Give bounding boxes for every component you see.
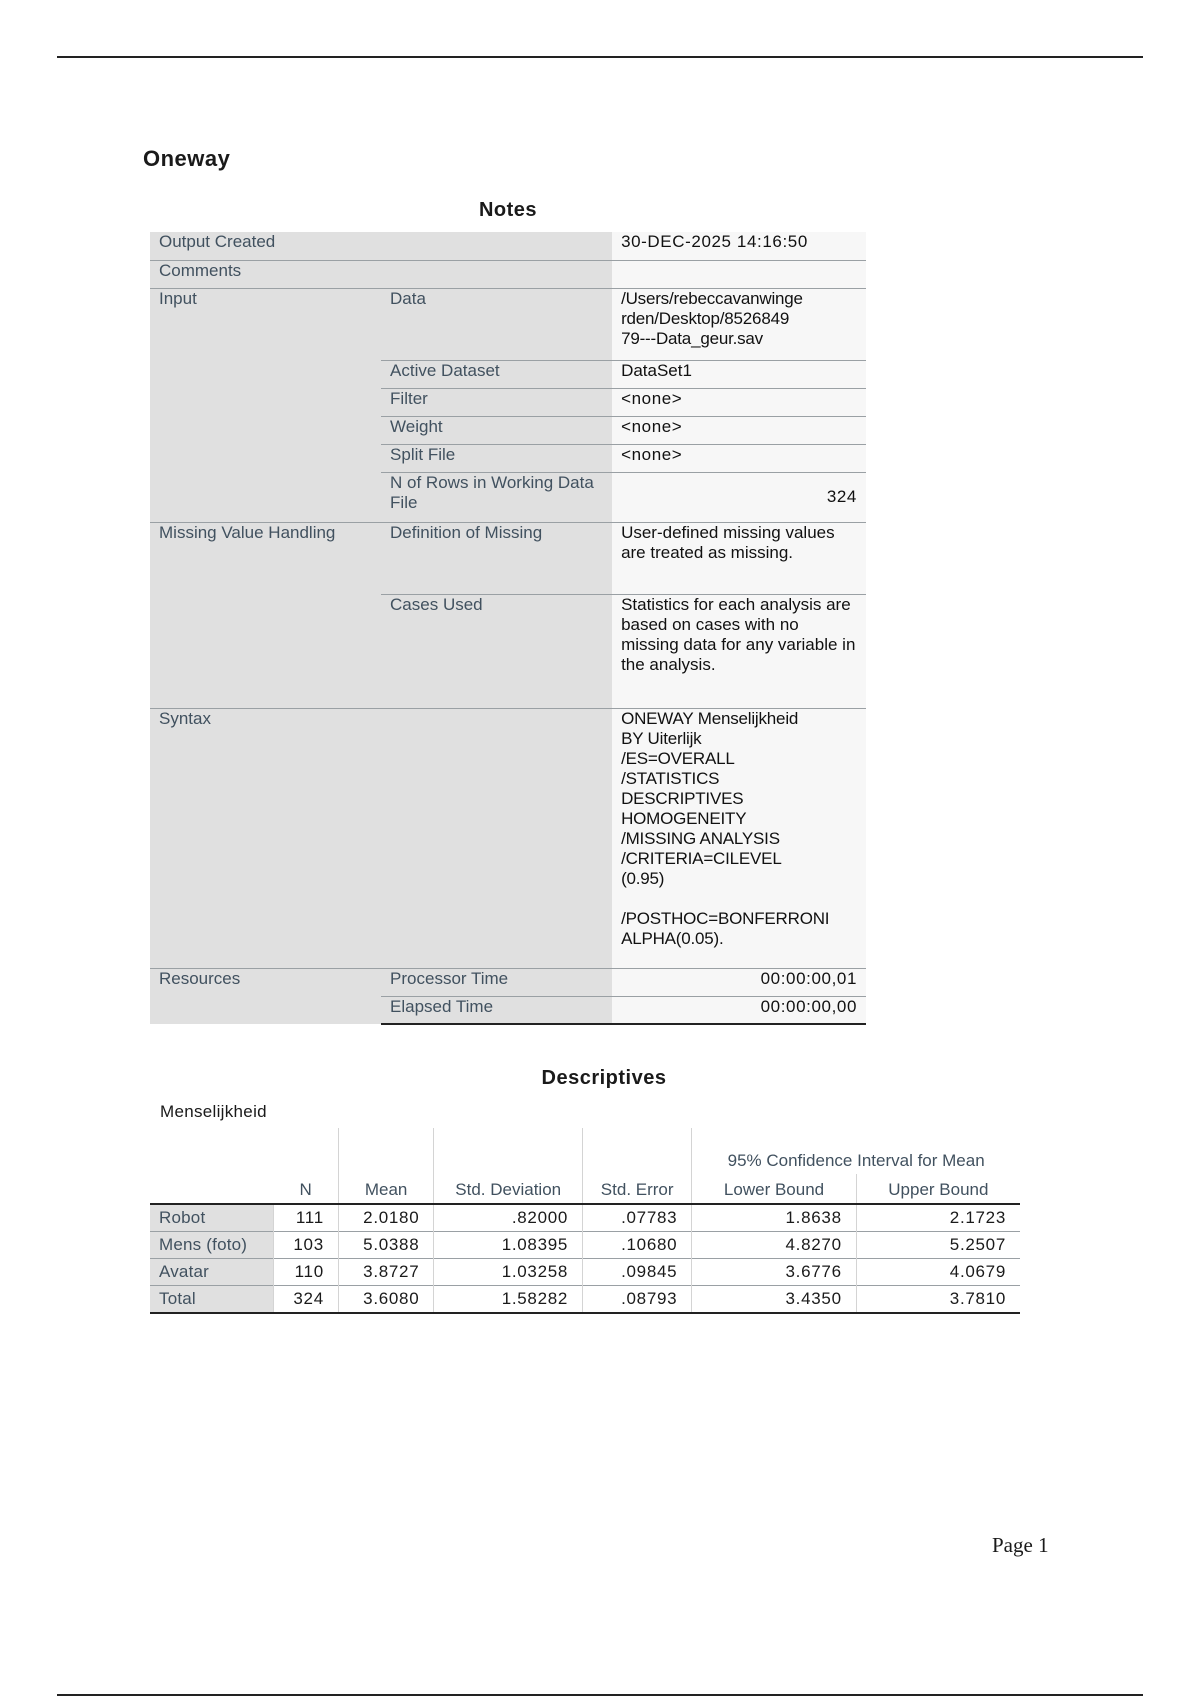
row-label: Robot	[150, 1204, 274, 1232]
notes-value-weight: <none>	[612, 416, 866, 444]
notes-value-syntax: ONEWAY Menselijkheid BY Uiterlijk /ES=OVERALL /STATISTICS DESCRIPTIVES HOMOGENEITY /MISSING ANALYSIS /CRITERIA=CILEVEL (0.95) /POSTHOC=BONFERRONI ALPHA(0.05).	[612, 708, 866, 968]
notes-label-cases-used: Cases Used	[381, 594, 612, 708]
col-std-deviation: Std. Deviation	[434, 1174, 583, 1204]
table-row	[150, 1204, 1020, 1232]
table-row	[150, 1286, 1020, 1314]
notes-label-output-created: Output Created	[150, 232, 612, 260]
notes-label-split-file: Split File	[381, 444, 612, 472]
notes-label-n-rows: N of Rows in Working Data File	[381, 472, 612, 522]
cell-upper-bound: 2.1723	[856, 1204, 1020, 1232]
col-n: N	[299, 1180, 312, 1199]
notes-table	[150, 232, 866, 1025]
cell-lower-bound: 3.4350	[692, 1286, 856, 1314]
notes-label-comments: Comments	[150, 260, 612, 288]
cell-lower-bound: 1.8638	[692, 1204, 856, 1232]
notes-value-n-rows: 324	[612, 472, 866, 522]
descriptives-subtitle: Menselijkheid	[160, 1102, 267, 1121]
notes-value-cases-used: Statistics for each analysis are based on cases with no missing data for any variable in the analysis.	[612, 594, 866, 708]
cell-lower-bound: 4.8270	[692, 1232, 856, 1259]
notes-label-processor-time: Processor Time	[381, 968, 612, 996]
col-mean: Mean	[338, 1174, 434, 1204]
notes-label-input: Input	[150, 288, 381, 522]
row-label: Mens (foto)	[150, 1232, 274, 1259]
cell-std-deviation: .82000	[434, 1204, 583, 1232]
cell-mean: 3.8727	[338, 1259, 434, 1286]
notes-value-output-created: 30-DEC-2025 14:16:50	[612, 232, 866, 260]
notes-label-active-dataset: Active Dataset	[381, 360, 612, 388]
section-title: Oneway	[143, 146, 231, 171]
row-label: Total	[150, 1286, 274, 1314]
notes-value-active-dataset: DataSet1	[612, 360, 866, 388]
col-std-error: Std. Error	[583, 1174, 692, 1204]
bottom-rule	[57, 1694, 1143, 1696]
cell-std-deviation: 1.03258	[434, 1259, 583, 1286]
notes-label-definition: Definition of Missing	[381, 522, 612, 594]
notes-value-filter: <none>	[612, 388, 866, 416]
cell-std-error: .08793	[583, 1286, 692, 1314]
cell-upper-bound: 4.0679	[856, 1259, 1020, 1286]
cell-upper-bound: 3.7810	[856, 1286, 1020, 1314]
cell-std-error: .09845	[583, 1259, 692, 1286]
cell-upper-bound: 5.2507	[856, 1232, 1020, 1259]
notes-label-resources: Resources	[150, 968, 381, 1024]
ci-header: 95% Confidence Interval for Mean	[692, 1128, 1020, 1174]
notes-label-missing: Missing Value Handling	[150, 522, 381, 708]
notes-label-weight: Weight	[381, 416, 612, 444]
notes-label-data: Data	[381, 288, 612, 360]
top-rule	[57, 56, 1143, 58]
notes-label-elapsed-time: Elapsed Time	[381, 996, 612, 1024]
cell-mean: 3.6080	[338, 1286, 434, 1314]
cell-lower-bound: 3.6776	[692, 1259, 856, 1286]
notes-caption: Notes	[478, 199, 538, 221]
notes-value-comments	[612, 260, 866, 288]
cell-n: 324	[274, 1286, 339, 1314]
notes-label-filter: Filter	[381, 388, 612, 416]
descriptives-table	[150, 1128, 1020, 1314]
cell-std-error: .07783	[583, 1204, 692, 1232]
cell-mean: 2.0180	[338, 1204, 434, 1232]
cell-n: 110	[274, 1259, 339, 1286]
cell-std-deviation: 1.08395	[434, 1232, 583, 1259]
notes-value-definition: User-defined missing values are treated as missing.	[612, 522, 866, 594]
page-number: Page 1	[992, 1533, 1049, 1557]
cell-mean: 5.0388	[338, 1232, 434, 1259]
table-row	[150, 1259, 1020, 1286]
cell-n: 103	[274, 1232, 339, 1259]
descriptives-caption: Descriptives	[541, 1067, 667, 1089]
notes-value-split-file: <none>	[612, 444, 866, 472]
cell-std-error: .10680	[583, 1232, 692, 1259]
notes-value-processor-time: 00:00:00,01	[612, 968, 866, 996]
notes-value-elapsed-time: 00:00:00,00	[612, 996, 866, 1024]
notes-value-data: /Users/rebeccavanwinge rden/Desktop/8526849 79---Data_geur.sav	[612, 288, 866, 360]
row-label: Avatar	[150, 1259, 274, 1286]
col-upper-bound: Upper Bound	[856, 1174, 1020, 1204]
cell-n: 111	[274, 1204, 339, 1232]
col-lower-bound: Lower Bound	[692, 1174, 856, 1204]
cell-std-deviation: 1.58282	[434, 1286, 583, 1314]
table-row	[150, 1232, 1020, 1259]
notes-label-syntax: Syntax	[150, 708, 612, 968]
